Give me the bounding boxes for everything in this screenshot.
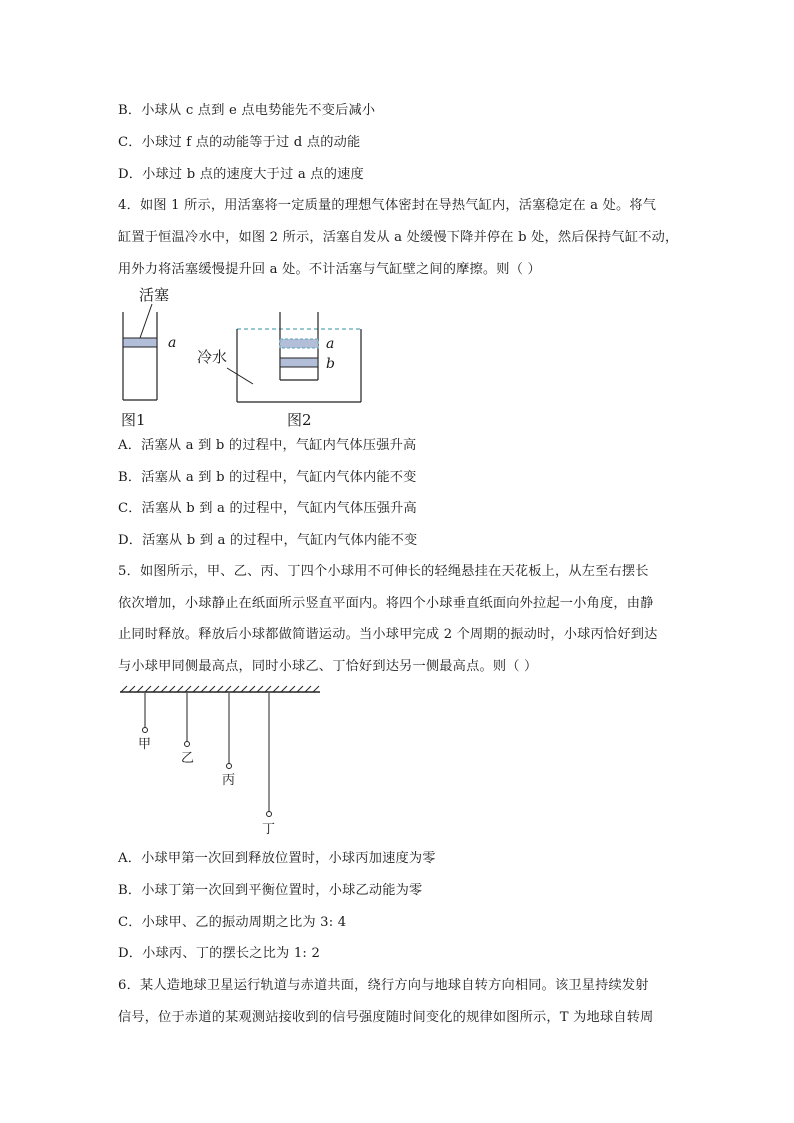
fig2-piston bbox=[280, 358, 318, 367]
pendulum-bing bbox=[222, 693, 235, 788]
q6-stem-line-2: 信号，位于赤道的某观测站接收到的信号强度随时间变化的规律如图所示，T 为地球自转周 bbox=[118, 1010, 654, 1025]
q5-option-a: A．小球甲第一次回到释放位置时，小球丙加速度为零 bbox=[118, 851, 436, 866]
q4-option-c: C．活塞从 b 到 a 的过程中，气缸内气体压强升高 bbox=[118, 501, 417, 516]
fig2-label-b: b bbox=[326, 356, 335, 372]
ball-label-bing: 丙 bbox=[222, 773, 236, 788]
fig1-piston bbox=[123, 338, 157, 347]
fig1-caption: 图1 bbox=[121, 411, 146, 429]
pendulum-yi bbox=[181, 693, 194, 766]
q4-stem-line-2: 缸置于恒温冷水中，如图 2 所示，活塞自发从 a 处缓慢下降并停在 b 处，然后保持气缸不动， bbox=[118, 230, 679, 245]
fig2-position-a-marker bbox=[280, 339, 318, 348]
fig1-cylinder bbox=[121, 286, 176, 429]
q3-option-c: C．小球过 f 点的动能等于过 d 点的动能 bbox=[118, 135, 361, 150]
pendulum-ding bbox=[262, 693, 275, 837]
q5-figure bbox=[115, 682, 325, 842]
q4-option-b: B．活塞从 a 到 b 的过程中，气缸内气体内能不变 bbox=[118, 470, 417, 485]
fig2-tank bbox=[197, 312, 361, 429]
fig2-caption: 图2 bbox=[287, 411, 312, 429]
ball-label-yi: 乙 bbox=[181, 751, 195, 766]
fig2-label-a: a bbox=[326, 336, 335, 352]
q3-option-b: B．小球从 c 点到 e 点电势能先不变后减小 bbox=[118, 103, 376, 118]
cold-water-label: 冷水 bbox=[197, 348, 228, 366]
q4-stem-line-3: 用外力将活塞缓慢提升回 a 处。不计活塞与气缸壁之间的摩擦。则（ ） bbox=[118, 262, 541, 277]
q5-option-d: D．小球丙、丁的摆长之比为 1: 2 bbox=[118, 946, 321, 961]
ball-label-jia: 甲 bbox=[138, 737, 152, 752]
q4-figure bbox=[115, 282, 375, 432]
q5-stem-line-3: 止同时释放。释放后小球都做简谐运动。当小球甲完成 2 个周期的振动时，小球丙恰好到达 bbox=[118, 627, 658, 642]
pendulum-jia bbox=[138, 693, 151, 752]
fig1-label-a: a bbox=[168, 335, 177, 351]
fig1-piston-label: 活塞 bbox=[139, 286, 170, 304]
q4-option-a: A．活塞从 a 到 b 的过程中，气缸内气体压强升高 bbox=[118, 438, 417, 453]
q6-stem-line-1: 6．某人造地球卫星运行轨道与赤道共面，绕行方向与地球自转方向相同。该卫星持续发射 bbox=[118, 978, 649, 993]
ball-label-ding: 丁 bbox=[262, 822, 276, 837]
q5-option-c: C．小球甲、乙的振动周期之比为 3: 4 bbox=[118, 915, 347, 930]
q3-option-d: D．小球过 b 点的速度大于过 a 点的速度 bbox=[118, 167, 364, 182]
q4-stem-line-1: 4．如图 1 所示，用活塞将一定质量的理想气体密封在导热气缸内，活塞稳定在 a 处。将气 bbox=[118, 198, 657, 213]
q4-option-d: D．活塞从 b 到 a 的过程中，气缸内气体内能不变 bbox=[118, 533, 418, 548]
q5-stem-line-1: 5．如图所示，甲、乙、丙、丁四个小球用不可伸长的轻绳悬挂在天花板上，从左至右摆长 bbox=[118, 564, 649, 579]
ceiling bbox=[120, 686, 320, 692]
q5-stem-line-4: 与小球甲同侧最高点，同时小球乙、丁恰好到达另一侧最高点。则（ ） bbox=[118, 659, 538, 674]
q5-stem-line-2: 依次增加，小球静止在纸面所示竖直平面内。将四个小球垂直纸面向外拉起一小角度，由静 bbox=[118, 596, 654, 611]
q5-option-b: B．小球丁第一次回到平衡位置时，小球乙动能为零 bbox=[118, 883, 423, 898]
